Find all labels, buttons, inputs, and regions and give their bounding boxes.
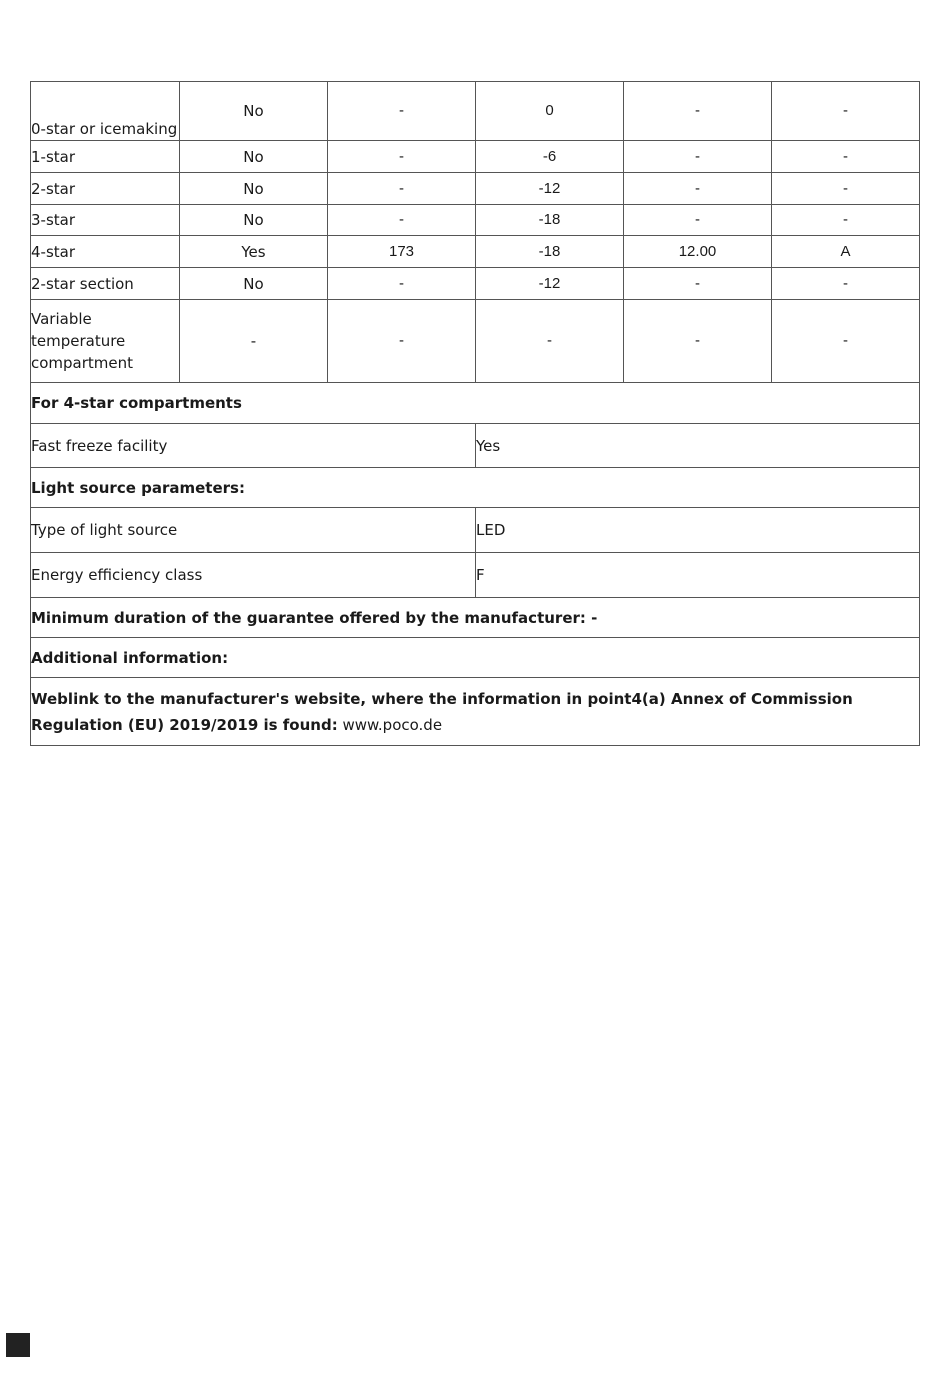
four-star-heading: For 4-star compartments — [31, 383, 920, 424]
cell-value: Yes — [180, 236, 328, 268]
weblink-label: Weblink to the manufacturer's website, where the information in point4(a) Annex of Commission Regulation (EU) 2019/2019 is found: — [31, 689, 853, 734]
fast-freeze-label: Fast freeze facility — [31, 424, 476, 468]
table-row — [31, 82, 920, 141]
cell-value: 0 — [476, 82, 624, 141]
table-row — [31, 205, 920, 236]
cell-value: No — [180, 268, 328, 300]
cell-value: No — [180, 82, 328, 141]
cell-value: A — [772, 236, 920, 268]
cell-value: - — [772, 141, 920, 173]
section-heading-row — [31, 383, 920, 424]
cell-value: - — [180, 300, 328, 383]
guarantee-text: Minimum duration of the guarantee offered by the manufacturer: - — [31, 598, 920, 638]
efficiency-class-label: Energy efficiency class — [31, 553, 476, 598]
cell-value: -18 — [476, 236, 624, 268]
table-row — [31, 236, 920, 268]
table-row — [31, 508, 920, 553]
page-marker-square — [6, 1333, 30, 1357]
cell-value: -12 — [476, 173, 624, 205]
fast-freeze-value: Yes — [476, 424, 920, 468]
compartment-label: 2-star — [31, 173, 180, 205]
table-row — [31, 553, 920, 598]
cell-value: - — [624, 205, 772, 236]
cell-value: - — [624, 82, 772, 141]
table-row — [31, 173, 920, 205]
cell-value: 12.00 — [624, 236, 772, 268]
cell-value: - — [624, 173, 772, 205]
cell-value: - — [328, 205, 476, 236]
additional-info-heading: Additional information: — [31, 638, 920, 678]
cell-value: - — [328, 300, 476, 383]
cell-value: - — [772, 173, 920, 205]
cell-value: - — [624, 141, 772, 173]
light-type-label: Type of light source — [31, 508, 476, 553]
cell-value: No — [180, 205, 328, 236]
table-row — [31, 678, 920, 746]
cell-value: - — [328, 141, 476, 173]
compartment-label: 3-star — [31, 205, 180, 236]
cell-value: No — [180, 173, 328, 205]
weblink-url[interactable]: www.poco.de — [342, 715, 443, 734]
cell-value: - — [624, 300, 772, 383]
light-type-value: LED — [476, 508, 920, 553]
energy-info-table — [30, 81, 920, 746]
cell-value: - — [328, 268, 476, 300]
cell-value: No — [180, 141, 328, 173]
cell-value: - — [772, 268, 920, 300]
cell-value: - — [328, 82, 476, 141]
table-row — [31, 268, 920, 300]
compartment-label: 0-star or icemaking — [31, 82, 180, 141]
cell-value: - — [328, 173, 476, 205]
table-row — [31, 300, 920, 383]
cell-value: - — [624, 268, 772, 300]
cell-value: -6 — [476, 141, 624, 173]
table-row — [31, 424, 920, 468]
table-row — [31, 638, 920, 678]
section-heading-row — [31, 468, 920, 508]
cell-value: - — [772, 300, 920, 383]
efficiency-class-value: F — [476, 553, 920, 598]
compartment-label: 2-star section — [31, 268, 180, 300]
compartment-label: 4-star — [31, 236, 180, 268]
cell-value: -18 — [476, 205, 624, 236]
cell-value: -12 — [476, 268, 624, 300]
cell-value: - — [772, 205, 920, 236]
compartment-label: Variable temperature compartment — [31, 300, 180, 383]
compartment-label: 1-star — [31, 141, 180, 173]
cell-value: - — [772, 82, 920, 141]
weblink-cell — [31, 678, 920, 746]
table-row — [31, 141, 920, 173]
table-row — [31, 598, 920, 638]
cell-value: - — [476, 300, 624, 383]
cell-value: 173 — [328, 236, 476, 268]
light-source-heading: Light source parameters: — [31, 468, 920, 508]
